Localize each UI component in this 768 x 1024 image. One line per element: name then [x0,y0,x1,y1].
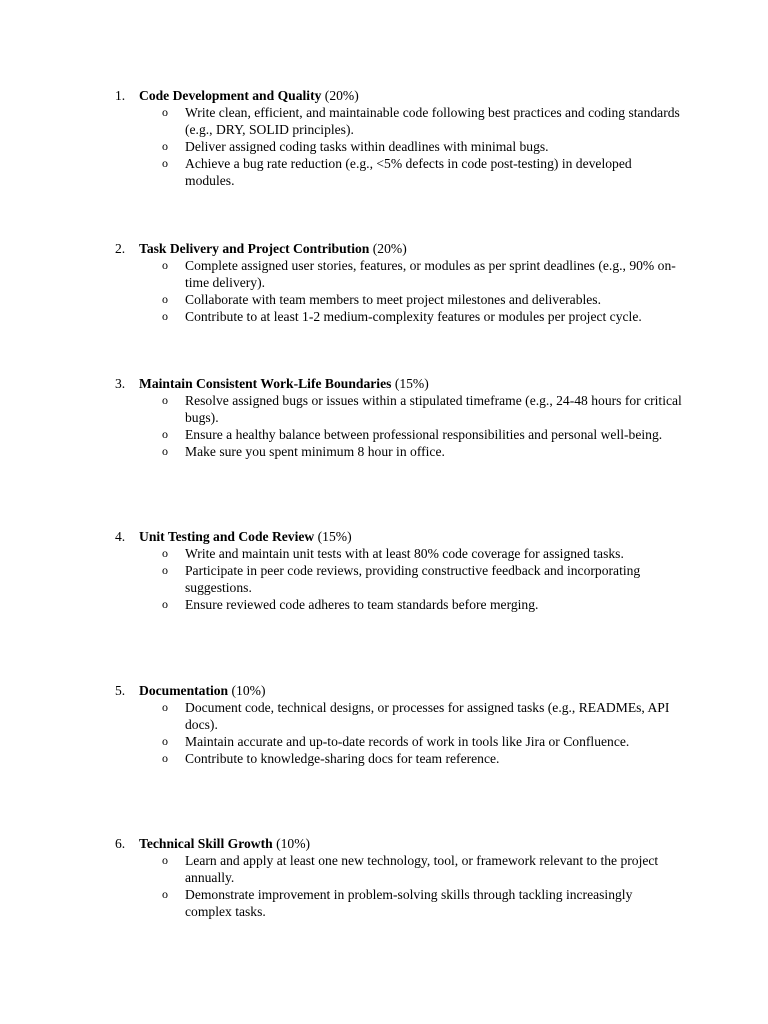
bullet-marker: o [162,546,168,560]
section-title: Code Development and Quality [139,88,322,103]
list-item-text: Contribute to at least 1-2 medium-complexity features or modules per project cycle. [185,309,642,324]
list-item-text: Learn and apply at least one new technology, tool, or framework relevant to the project annually. [185,853,659,885]
list-item [112,155,682,189]
list-item-text: Ensure a healthy balance between professional responsibilities and personal well-being. [185,427,663,442]
bullet-marker: o [162,751,168,765]
section-2 [112,240,682,325]
list-item [112,104,682,138]
section-number: 4. [115,529,126,544]
section-5 [112,682,682,767]
section-number: 1. [115,88,126,103]
list-item [112,257,682,291]
bullet-marker: o [162,309,168,323]
section-title: Documentation [139,683,229,698]
list-item [112,291,682,308]
bullet-marker: o [162,105,168,119]
list-item [112,750,682,767]
section-heading [112,375,682,392]
section-number: 6. [115,836,126,851]
section-3 [112,375,682,460]
list-item-text: Collaborate with team members to meet project milestones and deliverables. [185,292,601,307]
section-weight: (10%) [276,836,311,851]
section-weight: (20%) [324,88,359,103]
bullet-marker: o [162,887,168,901]
list-item-text: Demonstrate improvement in problem-solving skills through tackling increasingly complex tasks. [185,887,633,919]
section-4 [112,528,682,613]
list-item [112,138,682,155]
section-title: Unit Testing and Code Review [139,529,315,544]
bullet-marker: o [162,700,168,714]
bullet-marker: o [162,258,168,272]
list-item-text: Complete assigned user stories, features, or modules as per sprint deadlines (e.g., 90% on-time delivery). [185,258,676,290]
list-item [112,392,682,426]
list-item-text: Write and maintain unit tests with at least 80% code coverage for assigned tasks. [185,546,624,561]
bullet-marker: o [162,393,168,407]
bullet-marker: o [162,292,168,306]
section-heading [112,240,682,257]
section-6 [112,835,682,920]
bullet-marker: o [162,853,168,867]
bullet-marker: o [162,427,168,441]
bullet-marker: o [162,156,168,170]
list-item [112,699,682,733]
list-item-text: Resolve assigned bugs or issues within a stipulated timeframe (e.g., 24-48 hours for critical bugs). [185,393,682,425]
bullet-marker: o [162,563,168,577]
section-number: 2. [115,241,126,256]
section-title: Technical Skill Growth [139,836,273,851]
bullet-marker: o [162,444,168,458]
list-item-text: Deliver assigned coding tasks within deadlines with minimal bugs. [185,139,549,154]
section-title: Maintain Consistent Work-Life Boundaries [139,376,392,391]
section-weight: (20%) [372,241,407,256]
list-item [112,596,682,613]
list-item [112,443,682,460]
list-item [112,852,682,886]
list-item-text: Ensure reviewed code adheres to team standards before merging. [185,597,539,612]
bullet-marker: o [162,734,168,748]
section-title: Task Delivery and Project Contribution [139,241,370,256]
list-item [112,308,682,325]
list-item-text: Maintain accurate and up-to-date records of work in tools like Jira or Confluence. [185,734,630,749]
list-item [112,733,682,750]
section-weight: (10%) [231,683,266,698]
list-item [112,886,682,920]
section-heading [112,528,682,545]
section-weight: (15%) [394,376,429,391]
list-item [112,562,682,596]
list-item-text: Contribute to knowledge-sharing docs for team reference. [185,751,500,766]
section-number: 5. [115,683,126,698]
bullet-marker: o [162,139,168,153]
list-item-text: Achieve a bug rate reduction (e.g., <5% defects in code post-testing) in developed modules. [185,156,632,188]
bullet-marker: o [162,597,168,611]
section-heading [112,87,682,104]
list-item-text: Document code, technical designs, or processes for assigned tasks (e.g., READMEs, API docs). [185,700,670,732]
section-1 [112,87,682,189]
list-item-text: Write clean, efficient, and maintainable code following best practices and coding standards (e.g., DRY, SOLID principles). [185,105,680,137]
section-number: 3. [115,376,126,391]
section-heading [112,682,682,699]
list-item-text: Participate in peer code reviews, providing constructive feedback and incorporating suggestions. [185,563,641,595]
list-item [112,545,682,562]
section-weight: (15%) [317,529,352,544]
list-item [112,426,682,443]
section-heading [112,835,682,852]
list-item-text: Make sure you spent minimum 8 hour in office. [185,444,445,459]
